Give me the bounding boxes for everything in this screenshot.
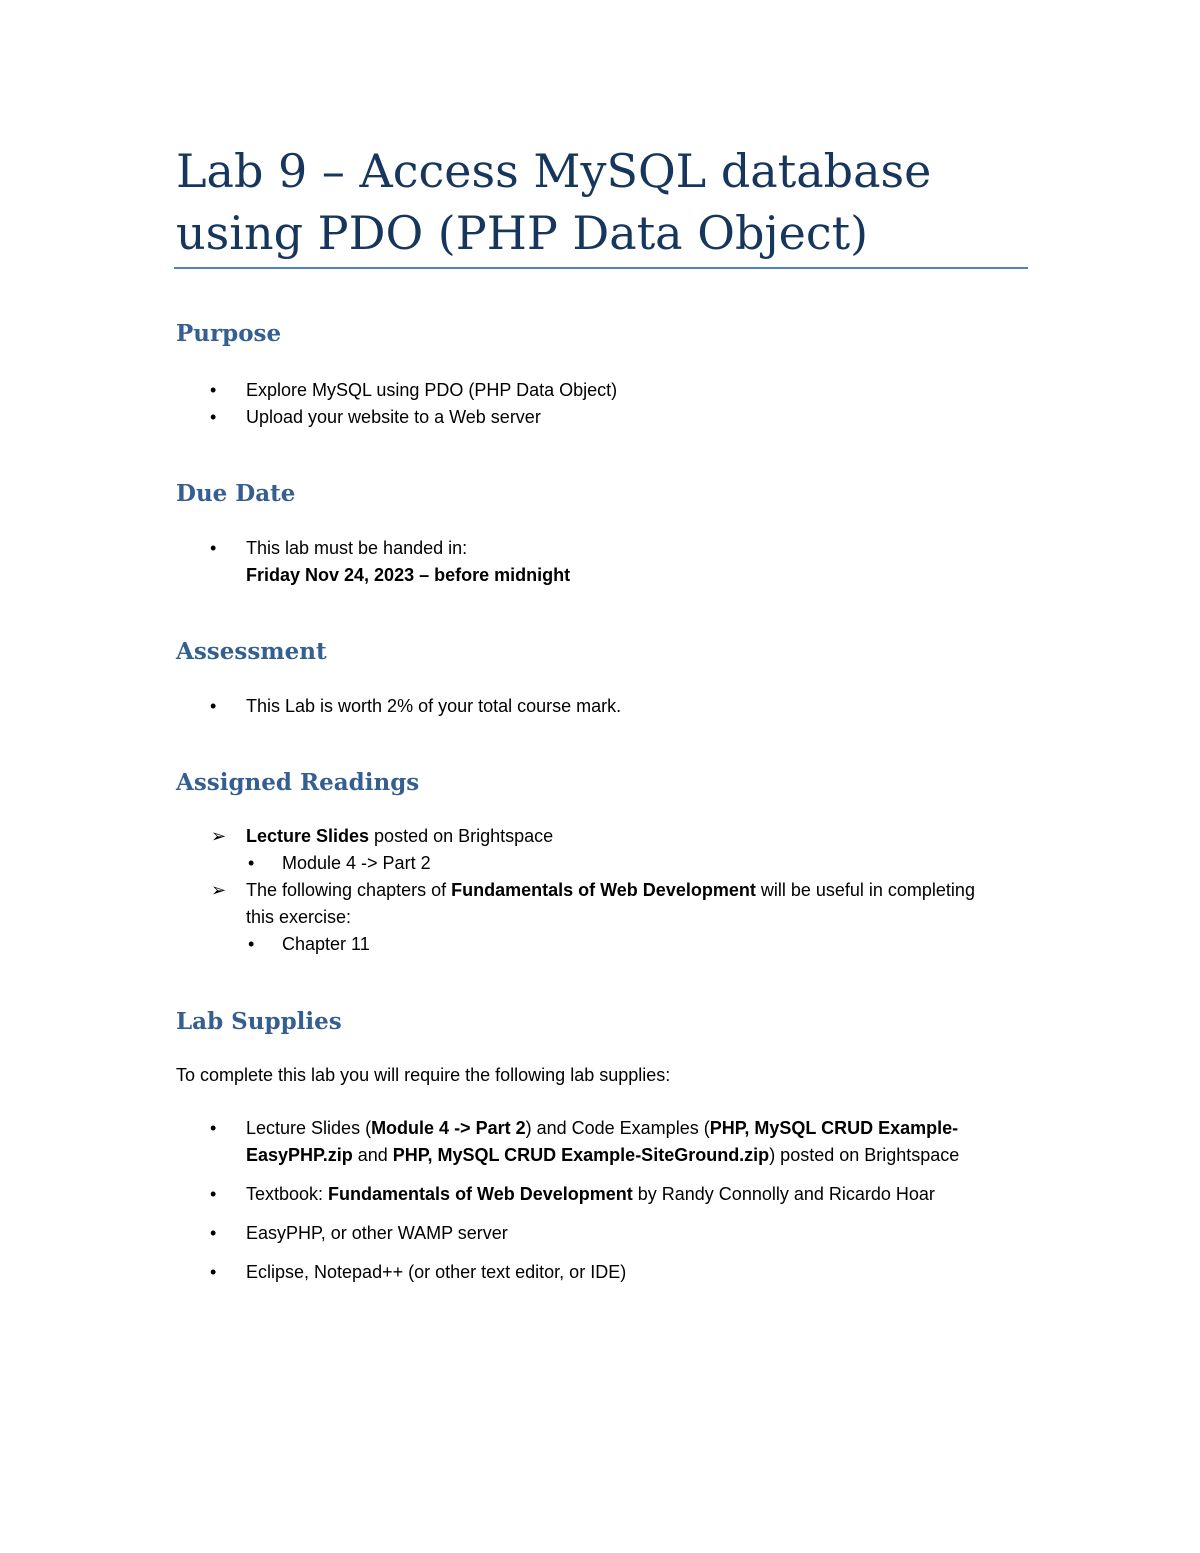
list-item: • Module 4 -> Part 2: [246, 850, 1006, 877]
list-item: • Explore MySQL using PDO (PHP Data Object): [0, 377, 1006, 404]
due-date-list: [0, 535, 1006, 589]
assessment-heading: Assessment: [176, 638, 327, 665]
list-item: • Upload your website to a Web server: [0, 404, 1006, 431]
bullet-icon: •: [210, 1184, 217, 1204]
due-date-value: Friday Nov 24, 2023 – before midnight: [246, 565, 571, 585]
list-item: • EasyPHP, or other WAMP server: [0, 1220, 1006, 1247]
purpose-heading: Purpose: [176, 320, 282, 347]
readings-list: [0, 823, 1006, 958]
supplies-heading: Lab Supplies: [176, 1008, 342, 1035]
supplies-list: [0, 1115, 1006, 1298]
arrow-bullet-icon: ➢: [211, 826, 227, 846]
list-item: • Lecture Slides (Module 4 -> Part 2) and Code Examples (PHP, MySQL CRUD Example-EasyPHP.zip and PHP, MySQL CRUD Example-SiteGround.zip) posted on Brightspace: [0, 1115, 1006, 1169]
list-item: ➢ Lecture Slides posted on Brightspace • Module 4 -> Part 2: [0, 823, 1006, 877]
arrow-bullet-icon: ➢: [211, 880, 227, 900]
bullet-icon: •: [210, 1223, 217, 1243]
readings-sublist: [246, 931, 1006, 958]
assessment-list: [0, 693, 1006, 720]
due-date-heading: Due Date: [176, 480, 296, 507]
bullet-icon: •: [248, 934, 255, 954]
title-underline: [174, 267, 1028, 269]
list-item: • Eclipse, Notepad++ (or other text editor, or IDE): [0, 1259, 1006, 1286]
page-title: Lab 9 – Access MySQL database using PDO (PHP Data Object): [176, 144, 932, 260]
purpose-list: [0, 377, 1006, 431]
bullet-icon: •: [210, 696, 217, 716]
list-item: • Textbook: Fundamentals of Web Development by Randy Connolly and Ricardo Hoar: [0, 1181, 1006, 1208]
bullet-icon: •: [210, 380, 217, 400]
readings-heading: Assigned Readings: [176, 769, 420, 796]
bullet-icon: •: [210, 1118, 217, 1138]
bullet-icon: •: [210, 407, 217, 427]
bullet-icon: •: [248, 853, 255, 873]
list-item: ➢ The following chapters of Fundamentals of Web Development will be useful in completing this exercise: • Chapter 11: [0, 877, 1006, 958]
list-item: • Chapter 11: [246, 931, 1006, 958]
readings-sublist: [246, 850, 1006, 877]
bullet-icon: •: [210, 1262, 217, 1282]
supplies-intro: To complete this lab you will require the following lab supplies:: [176, 1065, 671, 1085]
bullet-icon: •: [210, 538, 217, 558]
list-item: • This lab must be handed in: Friday Nov 24, 2023 – before midnight: [0, 535, 1006, 589]
list-item: • This Lab is worth 2% of your total course mark.: [0, 693, 1006, 720]
